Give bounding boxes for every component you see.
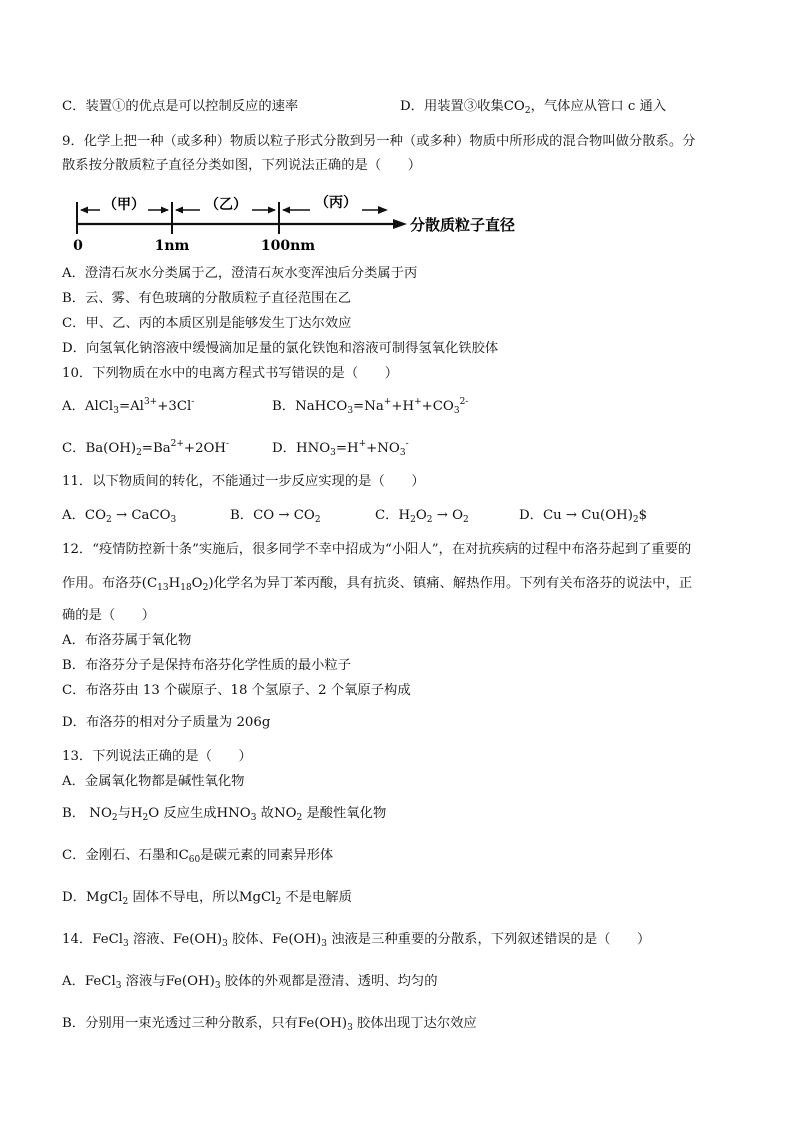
- tick-label-0: 0: [73, 238, 83, 254]
- q11-option-d-label: D．: [519, 508, 543, 523]
- segment-yi-label: （乙）: [205, 197, 247, 213]
- q10-option-b: B．$NaHCO_3=Na^++H^++CO_3^{2-}$: [272, 397, 469, 416]
- q12-stem-line2-text: 作用。布洛芬: [62, 576, 142, 591]
- q8-option-d: [400, 98, 666, 116]
- q11-stem: 11．以下物质间的转化，不能通过一步反应实现的是（ ）: [62, 474, 425, 489]
- q12-option-c: C．布洛芬由 13 个碳原子、18 个氢原子、2 个氧原子构成: [62, 683, 411, 698]
- q12-stem-line2-text-end: 化学名为异丁苯丙酸，具有抗炎、镇痛、解热作用。下列有关布洛芬的说法中，正: [213, 576, 693, 591]
- q8-option-d-sub: 2: [524, 106, 531, 116]
- q10-option-d: D．$HNO_3=H^++NO_3^-$: [272, 439, 409, 458]
- q14-option-a-text1: 溶液与: [125, 974, 166, 989]
- q12-option-b: B．布洛芬分子是保持布洛芬化学性质的最小粒子: [62, 658, 352, 673]
- q14-option-b-text: B．分别用一束光透过三种分散系，只有: [62, 1016, 298, 1031]
- q13-option-d: D．MgCl$_2$ 固体不导电，所以MgCl$_2$ 不是电解质: [62, 890, 352, 907]
- q13-option-c: C．金刚石、石墨和$C_{60}$是碳元素的同素异形体: [62, 848, 334, 865]
- q13-option-c-text-end: 是碳元素的同素异形体: [200, 848, 334, 863]
- q12-option-a: A．布洛芬属于氧化物: [62, 633, 192, 648]
- q13-option-b-text4: 是酸性氧化物: [306, 806, 387, 821]
- q10-option-a: A．$AlCl_3=Al^{3+}+3Cl^-$: [62, 397, 195, 416]
- q9-stem-line1: 9．化学上把一种（或多种）物质以粒子形式分散到另一种（或多种）物质中所形成的混合物叫做分散系。分: [62, 134, 696, 149]
- q9-option-b: B．云、雾、有色玻璃的分散质粒子直径范围在乙: [62, 291, 352, 306]
- q12-stem-line3: 确的是（ ）: [62, 608, 156, 623]
- q8-option-d-text: D．用装置③收集CO: [400, 99, 525, 114]
- q14-option-b: B．分别用一束光透过三种分散系，只有$Fe(OH)_3$ 胶体出现丁达尔效应: [62, 1016, 477, 1033]
- q14-option-a: A．FeCl$_3$ 溶液与$Fe(OH)_3$ 胶体的外观都是澄清、透明、均匀的: [62, 974, 438, 991]
- tick-label-100nm: 100nm: [260, 238, 316, 254]
- q13-option-b: B． $NO_2$与$H_2O$ 反应生成$HNO_3$ 故$NO_2$ 是酸性氧化物: [62, 806, 387, 823]
- q9-option-c: C．甲、乙、丙的本质区别是能够发生丁达尔效应: [62, 316, 352, 331]
- q10-option-d-label: D．: [272, 441, 296, 456]
- q14-option-a-label: A．: [62, 974, 85, 989]
- q13-option-d-label: D．: [62, 890, 86, 905]
- segment-bing-label: （丙）: [315, 195, 357, 211]
- q11-option-b: B．CO → $CO_2$: [230, 508, 321, 525]
- q10-stem: 10．下列物质在水中的电离方程式书写错误的是（ ）: [62, 366, 399, 381]
- q10-option-a-label: A．: [62, 399, 85, 414]
- q13-option-b-label: B．: [62, 806, 86, 821]
- q10-option-c-label: C．: [62, 441, 86, 456]
- q11-option-c-label: C．: [375, 508, 399, 523]
- q14-option-b-text-end: 胶体出现丁达尔效应: [357, 1016, 477, 1031]
- q11-option-a: A．$CO_2$ → CaCO$_3$: [62, 508, 177, 525]
- q11-option-d: D．$Cu \to Cu(OH)_2\$$: [519, 508, 648, 525]
- q13-option-d-text: 固体不导电，所以: [132, 890, 239, 905]
- q14-stem-text1: 溶液、: [132, 932, 173, 947]
- q9-option-a: A．澄清石灰水分类属于乙，澄清石灰水变浑浊后分类属于丙: [62, 266, 418, 281]
- q13-option-b-text1: 与: [117, 806, 131, 821]
- q11-option-c: C．$H_2O_2 \to O_2$: [375, 508, 469, 525]
- q13-option-b-text3: 故: [260, 806, 274, 821]
- q13-option-b-text2: 反应生成: [163, 806, 217, 821]
- q8-option-c: C．装置①的优点是可以控制反应的速率: [62, 99, 299, 114]
- axis-label: 分散质粒子直径: [410, 216, 516, 234]
- tick-label-1nm: 1nm: [154, 238, 190, 254]
- q14-stem-text3: 浊液是三种重要的分散系，下列叙述错误的是（ ）: [331, 932, 651, 947]
- q10-option-c: C．$Ba(OH)_2=Ba^{2+}+2OH^-$: [62, 439, 230, 458]
- q14-stem-label: 14．: [62, 932, 93, 947]
- q13-option-a: A．金属氧化物都是碱性氧化物: [62, 774, 245, 789]
- q14-stem-text2: 胶体、: [232, 932, 272, 947]
- segment-jia-label: （甲）: [103, 197, 145, 213]
- q14-stem: 14．FeCl$_3$ 溶液、$Fe(OH)_3$ 胶体、$Fe(OH)_3$ 浊液是三种重要的分散系，下列叙述错误的是（ ）: [62, 932, 651, 949]
- q13-stem: 13．下列说法正确的是（ ）: [62, 749, 252, 764]
- q13-option-c-text: C．金刚石、石墨和: [62, 848, 179, 863]
- q13-option-d-text-end: 不是电解质: [285, 890, 352, 905]
- q9-option-d: D．向氢氧化钠溶液中缓慢滴加足量的氯化铁饱和溶液可制得氢氧化铁胶体: [62, 341, 499, 356]
- q14-option-a-text2: 胶体的外观都是澄清、透明、均匀的: [224, 974, 438, 989]
- q10-option-b-label: B．: [272, 399, 296, 414]
- q11-option-a-label: A．: [62, 508, 85, 523]
- q12-stem-line2: 作用。布洛芬$(C_{13}H_{18}O_2)$化学名为异丁苯丙酸，具有抗炎、镇痛、解热作用。下列有关布洛芬的说法中，正: [62, 576, 693, 593]
- q9-stem-line2: 散系按分散质粒子直径分类如图，下列说法正确的是（ ）: [62, 158, 422, 173]
- q11-option-b-label: B．: [230, 508, 254, 523]
- q12-option-d: D．布洛芬的相对分子质量为 206g: [62, 715, 271, 730]
- q8-option-d-text-end: ，气体应从管口 c 通入: [530, 99, 667, 114]
- dispersion-diagram: [72, 188, 542, 256]
- q12-stem-line1: 12．“疫情防控新十条”实施后，很多同学不幸中招成为“小阳人”，在对抗疾病的过程中布洛芬起到了重要的: [62, 542, 692, 557]
